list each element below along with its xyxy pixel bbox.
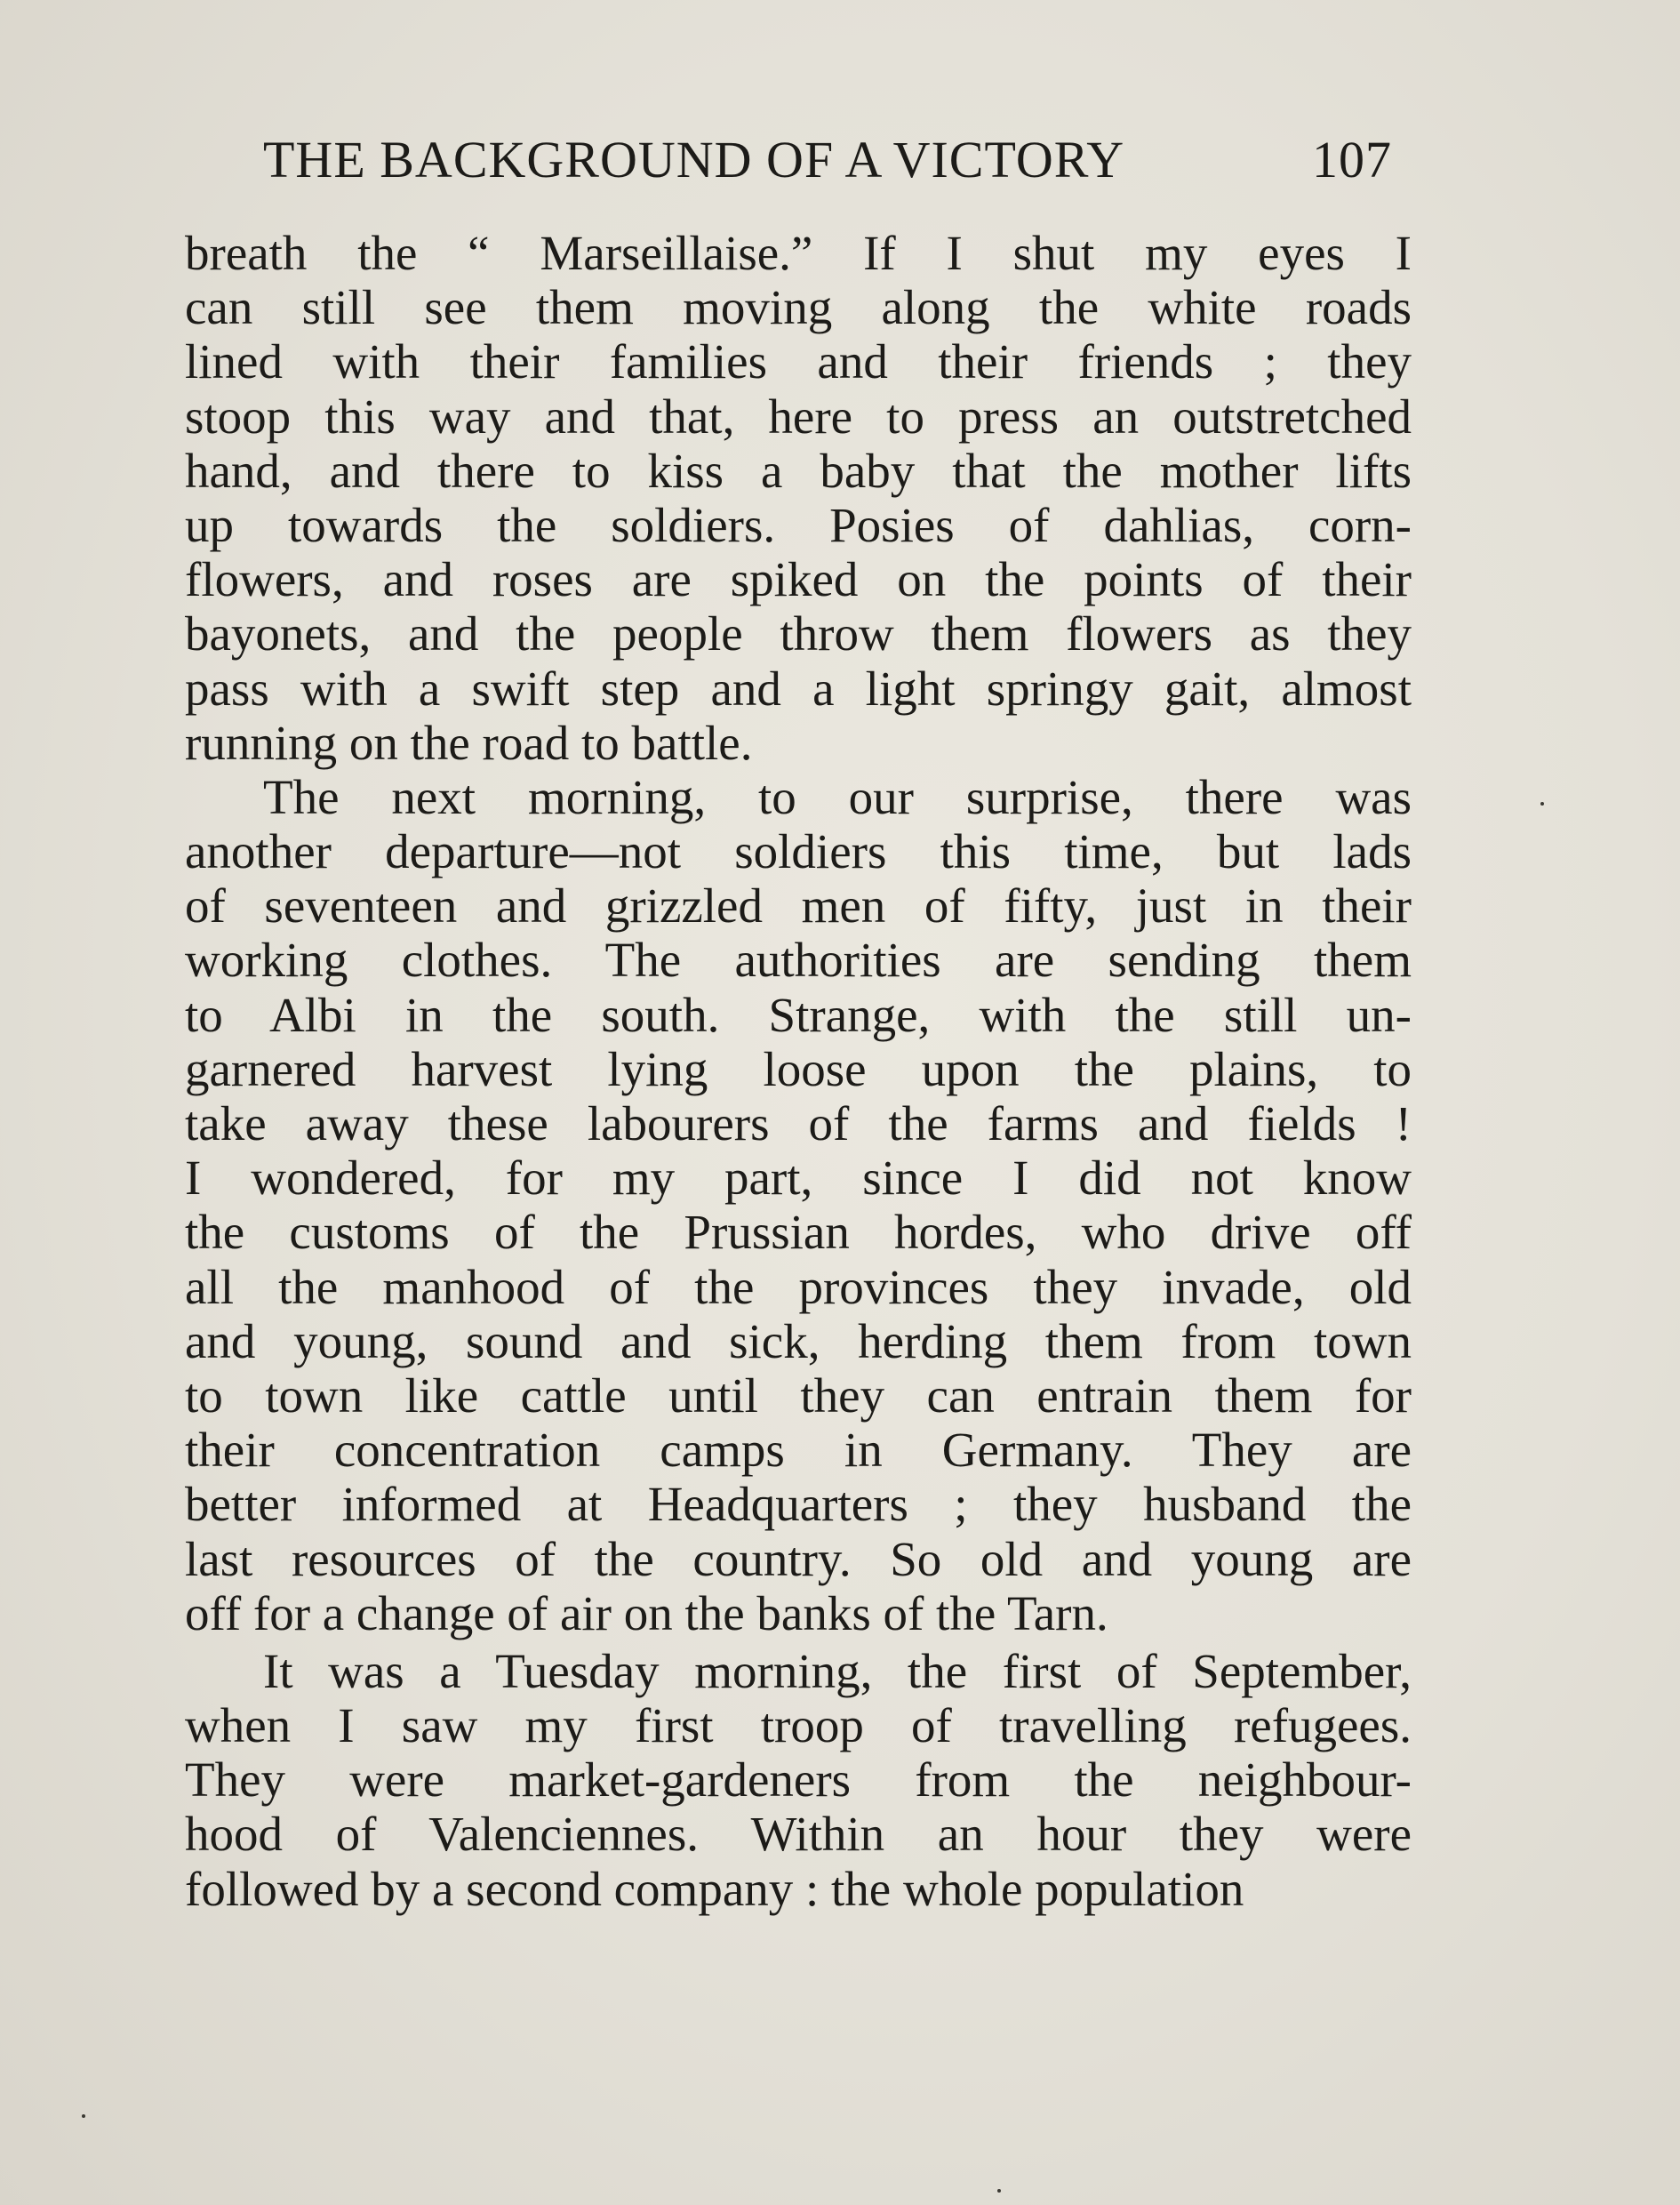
paragraph: [185, 226, 1412, 770]
text-line: and young, sound and sick, herding them from town: [185, 1313, 1412, 1368]
text-line: the customs of the Prussian hordes, who drive off: [185, 1205, 1412, 1260]
paragraph: [185, 1644, 1412, 1916]
text-line: last resources of the country. So old and young are: [185, 1531, 1412, 1586]
text-line: their concentration camps in Germany. They are: [185, 1423, 1412, 1478]
text-line: flowers, and roses are spiked on the points of their: [185, 552, 1412, 607]
text-line: They were market-gardeners from the neighbour-: [185, 1752, 1412, 1808]
text-line: better informed at Headquarters ; they husband the: [185, 1477, 1412, 1532]
text-line: lined with their families and their friends ; they: [185, 334, 1412, 389]
text-line: to Albi in the south. Strange, with the still un-: [185, 987, 1412, 1042]
text-line: to town like cattle until they can entrain them for: [185, 1367, 1412, 1423]
body-text: [185, 226, 1412, 1916]
text-line: another departure—not soldiers this time, but lads: [185, 824, 1412, 879]
text-line: when I saw my first troop of travelling refugees.: [185, 1698, 1412, 1753]
running-head-title: THE BACKGROUND OF A VICTORY: [263, 131, 1125, 188]
text-line: It was a Tuesday morning, the first of September,: [263, 1643, 1412, 1698]
text-line: followed by a second company : the whole population: [185, 1861, 1244, 1916]
text-line: garnered harvest lying loose upon the plains, to: [185, 1041, 1412, 1096]
paper-speck: [82, 2114, 85, 2118]
paragraph: [185, 770, 1412, 1640]
text-line: off for a change of air on the banks of the Tarn.: [185, 1585, 1108, 1640]
text-line: can still see them moving along the white roads: [185, 280, 1412, 335]
text-line: of seventeen and grizzled men of fifty, just in their: [185, 878, 1412, 934]
text-line: breath the “ Marseillaise.” If I shut my eyes I: [185, 226, 1412, 280]
paper-speck: [997, 2189, 1001, 2193]
page-number: 107: [1312, 131, 1392, 188]
text-line: all the manhood of the provinces they invade, old: [185, 1259, 1412, 1314]
text-line: stoop this way and that, here to press an outstretched: [185, 389, 1412, 444]
text-line: pass with a swift step and a light springy gait, almost: [185, 661, 1412, 716]
text-line: running on the road to battle.: [185, 715, 753, 770]
running-head: [263, 124, 1392, 196]
text-line: up towards the soldiers. Posies of dahlias, corn-: [185, 497, 1412, 552]
text-line: bayonets, and the people throw them flowers as they: [185, 606, 1412, 662]
text-line: I wondered, for my part, since I did not know: [185, 1151, 1412, 1206]
text-line: take away these labourers of the farms and fields !: [185, 1096, 1412, 1151]
text-line: The next morning, to our surprise, there was: [263, 769, 1412, 824]
text-line: working clothes. The authorities are sending them: [185, 933, 1412, 988]
paper-speck: [1540, 802, 1544, 806]
text-line: hand, and there to kiss a baby that the mother lifts: [185, 443, 1412, 498]
text-line: hood of Valenciennes. Within an hour they were: [185, 1807, 1412, 1862]
